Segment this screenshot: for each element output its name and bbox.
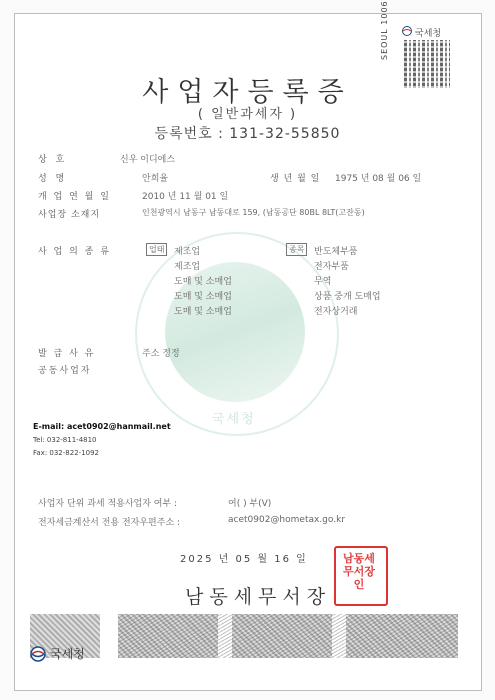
- watermark-emblem-text: 국세청: [212, 412, 256, 427]
- document-title: 사업자등록증: [142, 77, 353, 108]
- agency-name-top: 국세청: [415, 29, 442, 39]
- field-value-trade-name: 신우 이디에스: [120, 155, 176, 165]
- field-label-name: 성 명: [38, 174, 68, 184]
- field-value-open-date: 2010 년 11 월 01 일: [142, 192, 229, 202]
- document-subtitle: ( 일반과세자 ): [197, 107, 298, 122]
- contact-tel: Tel: 032-811-4810: [33, 436, 97, 444]
- field-label-issue-reason: 발 급 사 유: [38, 349, 96, 359]
- agency-logo-icon: [30, 646, 46, 662]
- field-label-joint: 공동사업자: [38, 366, 92, 376]
- tax-note-label: 사업자 단위 과세 적용사업자 여부 :: [38, 499, 178, 509]
- tax-note-value: acet0902@hometax.go.kr: [228, 515, 346, 525]
- jongmok-item: 상품 중개 도매업: [314, 292, 381, 302]
- agency-name-bottom: 국세청: [50, 647, 85, 661]
- upjong-item: 도매 및 소매업: [174, 277, 232, 287]
- upjong-item: 도매 및 소매업: [174, 292, 232, 302]
- contact-fax: Fax: 032-822-1092: [33, 449, 99, 457]
- registration-number: 등록번호 : 131-32-55850: [154, 126, 341, 142]
- jongmok-item: 전자부품: [314, 262, 349, 272]
- field-value-name: 안희율: [142, 174, 169, 184]
- field-label-business-type: 사 업 의 종 류: [38, 247, 111, 257]
- agency-logo-icon: [402, 26, 412, 36]
- field-label-birth: 생 년 월 일: [270, 174, 321, 184]
- jongmok-item: 무역: [314, 277, 332, 287]
- tax-note-label: 전자세금계산서 전용 전자우편주소 :: [38, 518, 181, 528]
- contact-email: E-mail: acet0902@hanmail.net: [33, 422, 171, 431]
- jongmok-item: 전자상거래: [314, 307, 358, 317]
- issuing-office: 남동세무서장: [185, 586, 332, 608]
- upjong-label: 업태: [146, 243, 167, 256]
- jongmok-label: 종목: [286, 243, 307, 256]
- upjong-item: 도매 및 소매업: [174, 307, 232, 317]
- field-value-issue-reason: 주소 정정: [142, 349, 180, 359]
- security-pattern-overlay: [118, 614, 458, 658]
- upjong-item: 제조업: [174, 262, 201, 272]
- upjong-item: 제조업: [174, 247, 201, 257]
- field-value-birth: 1975 년 08 월 06 일: [335, 174, 422, 184]
- field-label-open-date: 개 업 연 월 일: [38, 192, 111, 202]
- jongmok-item: 반도체부품: [314, 247, 358, 257]
- official-seal-text: 남동세무서장인: [343, 552, 375, 591]
- field-value-address: 인천광역시 남동구 남동대로 159, (남동공단 80BL 8LT(고잔동): [142, 208, 365, 217]
- qr-side-label: SEOUL 1006: [380, 0, 389, 60]
- tax-note-value: 여( ) 부(V): [228, 499, 272, 509]
- field-label-trade-name: 상 호: [38, 155, 68, 165]
- issue-date: 2025 년 05 월 16 일: [180, 554, 308, 565]
- field-label-address: 사업장 소재지: [38, 210, 101, 220]
